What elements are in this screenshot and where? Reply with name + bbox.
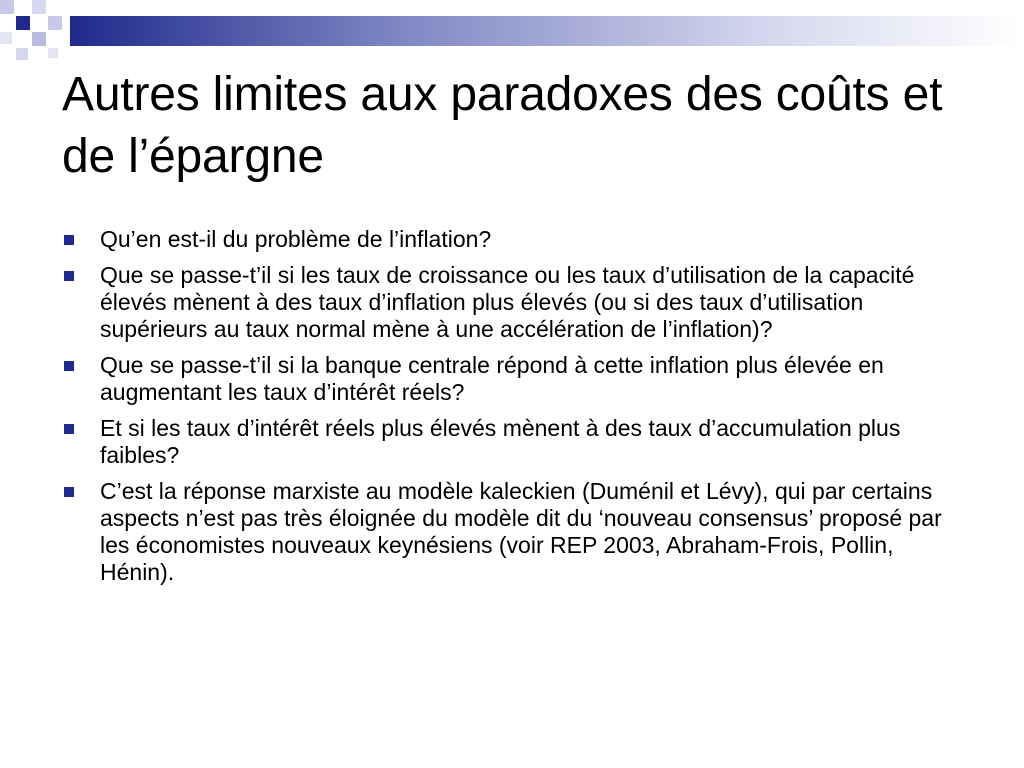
header-decoration: [0, 0, 1024, 60]
bullet-item: [62, 415, 962, 469]
bullet-item: [62, 478, 962, 586]
bullet-item: [62, 226, 962, 253]
bullet-item: [62, 262, 962, 343]
bullet-text: Et si les taux d’intérêt réels plus élevés mènent à des taux d’accumulation plus faibles?: [100, 415, 901, 468]
square-bullet-icon: [64, 361, 74, 371]
bullet-item: [62, 352, 962, 406]
bullet-text: Qu’en est-il du problème de l’inflation?: [100, 226, 492, 252]
bullet-text: Que se passe-t’il si la banque centrale répond à cette inflation plus élevée en augmentant les taux d’intérêt réels?: [100, 352, 884, 405]
square-bullet-icon: [64, 487, 74, 497]
bullet-text: C’est la réponse marxiste au modèle kaleckien (Duménil et Lévy), qui par certains aspects n’est pas très éloignée du modèle dit du ‘nouveau consensus’ proposé par les économistes nouveaux keynésiens (voir REP 2003, Abraham-Frois, Pollin, Hénin).: [100, 478, 942, 585]
square-bullet-icon: [64, 424, 74, 434]
bullet-text: Que se passe-t’il si les taux de croissance ou les taux d’utilisation de la capacité élevés mènent à des taux d’inflation plus élevés (ou si des taux d’utilisation supérieurs au taux normal mène à une accélération de l’inflation)?: [100, 262, 915, 342]
bullet-list: [62, 226, 962, 595]
slide-title: Autres limites aux paradoxes des coûts et de l’épargne: [62, 68, 943, 183]
square-bullet-icon: [64, 271, 74, 281]
square-bullet-icon: [64, 235, 74, 245]
